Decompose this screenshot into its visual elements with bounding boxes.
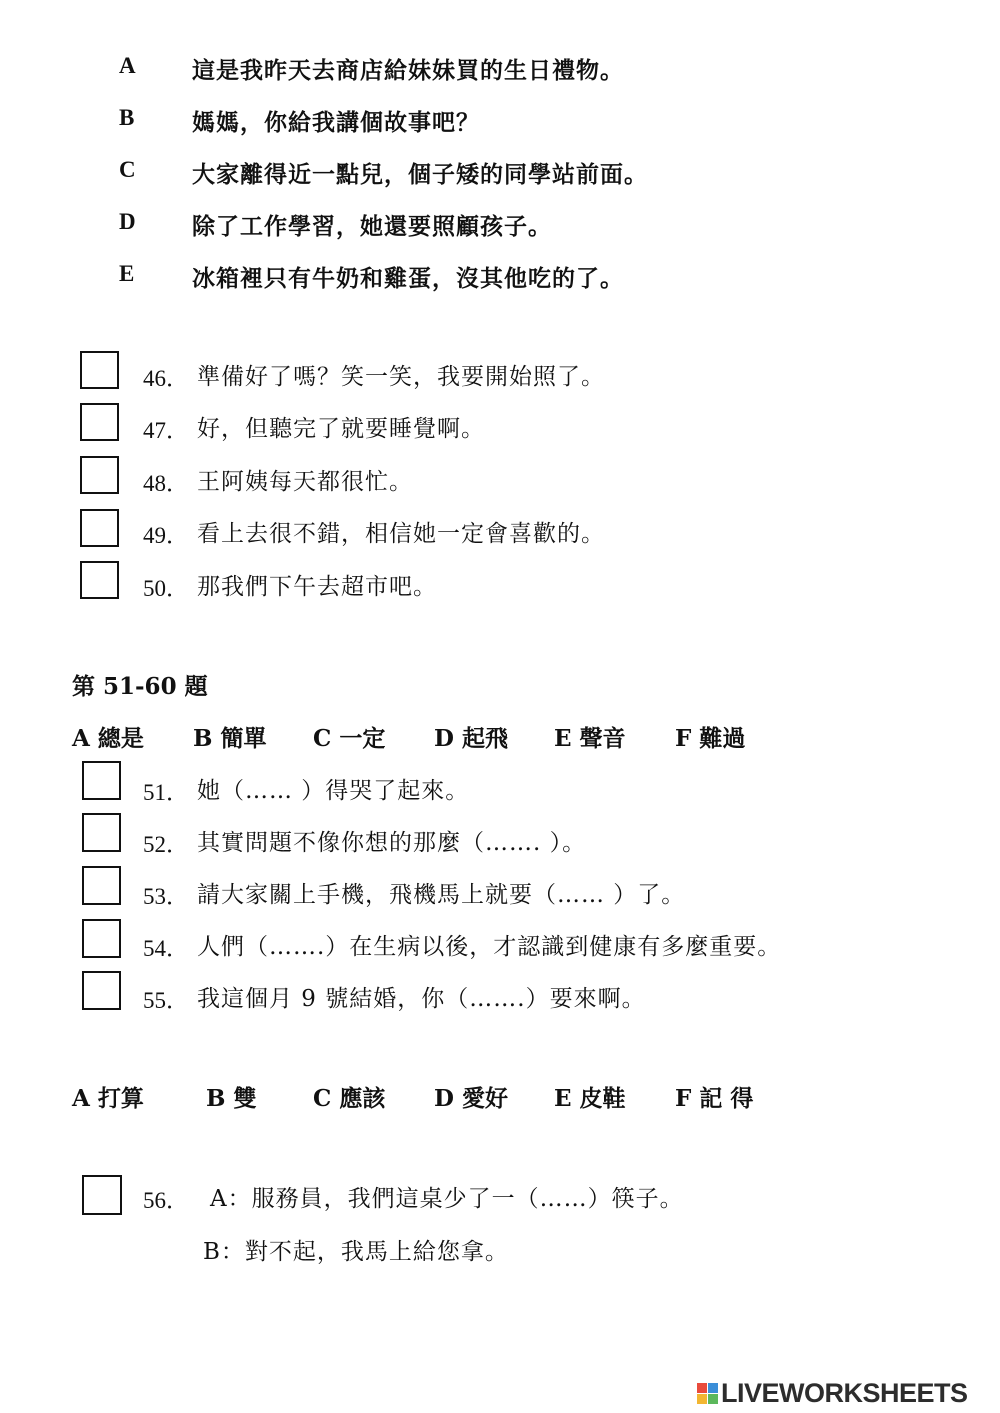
word-bank-item: F 記 得: [675, 1085, 754, 1112]
answer-box-55[interactable]: [82, 971, 121, 1010]
answer-box-50[interactable]: [80, 561, 119, 599]
question-number: 51．: [143, 780, 189, 805]
question-text: 王阿姨每天都很忙。: [197, 469, 413, 495]
question-text: 我這個月 9 號結婚，你（…….）要來啊。: [197, 986, 646, 1012]
option-letter: D: [119, 209, 136, 234]
option-text: 媽媽，你給我講個故事吧？: [192, 109, 480, 136]
word-bank-item: C 一定: [313, 725, 386, 752]
dialogue-line-a: A：服務員，我們這桌少了一（……）筷子。: [210, 1186, 684, 1212]
word-bank-item: B 簡單: [193, 725, 267, 752]
answer-box-49[interactable]: [80, 509, 119, 547]
option-letter: E: [119, 261, 135, 286]
answer-box-54[interactable]: [82, 919, 121, 958]
answer-box-47[interactable]: [80, 403, 119, 441]
word-bank-item: D 愛好: [434, 1085, 508, 1112]
question-text: 她（…… ）得哭了起來。: [197, 778, 470, 804]
question-text: 其實問題不像你想的那麼（……. ）。: [197, 830, 587, 856]
answer-box-51[interactable]: [82, 761, 121, 800]
answer-box-56[interactable]: [82, 1175, 122, 1215]
question-number: 46．: [143, 366, 189, 391]
question-text: 人們（…….）在生病以後，才認識到健康有多麼重要。: [197, 934, 782, 960]
dialogue-line-b: B：對不起，我馬上給您拿。: [203, 1239, 509, 1265]
option-text: 冰箱裡只有牛奶和雞蛋，沒其他吃的了。: [192, 265, 624, 292]
option-text: 這是我昨天去商店給妹妹買的生日禮物。: [192, 57, 624, 84]
question-number: 54．: [143, 936, 189, 961]
word-bank-item: C 應該: [313, 1085, 386, 1112]
option-letter: C: [119, 157, 136, 182]
question-text: 好，但聽完了就要睡覺啊。: [197, 416, 485, 442]
question-text: 看上去很不錯，相信她一定會喜歡的。: [197, 521, 605, 547]
section-heading: 第 51-60 題: [72, 673, 208, 700]
answer-box-48[interactable]: [80, 456, 119, 494]
option-letter: B: [119, 105, 135, 130]
question-number: 50．: [143, 576, 189, 601]
answer-box-46[interactable]: [80, 351, 119, 389]
word-bank-item: E 皮鞋: [554, 1085, 626, 1112]
answer-box-52[interactable]: [82, 813, 121, 852]
liveworksheets-logo-mark-icon: [697, 1383, 718, 1404]
question-text: 請大家關上手機，飛機馬上就要（…… ）了。: [197, 882, 686, 908]
question-number: 49．: [143, 523, 189, 548]
question-number: 53．: [143, 884, 189, 909]
word-bank-item: A 總是: [72, 725, 144, 752]
question-text: 準備好了嗎？笑一笑，我要開始照了。: [197, 364, 605, 390]
question-number: 52．: [143, 832, 189, 857]
word-bank-item: E 聲音: [554, 725, 626, 752]
option-letter: A: [119, 53, 136, 78]
answer-box-53[interactable]: [82, 866, 121, 905]
question-text: 那我們下午去超市吧。: [197, 574, 437, 600]
word-bank-item: D 起飛: [434, 725, 508, 752]
question-number: 56．: [143, 1188, 189, 1213]
word-bank-item: A 打算: [72, 1085, 144, 1112]
word-bank-item: F 難過: [675, 725, 746, 752]
liveworksheets-logo[interactable]: [697, 1378, 968, 1408]
logo-text: LIVEWORKSHEETS: [721, 1377, 968, 1408]
question-number: 55．: [143, 988, 189, 1013]
option-text: 大家離得近一點兒，個子矮的同學站前面。: [192, 161, 648, 188]
word-bank-item: B 雙: [206, 1085, 257, 1112]
option-text: 除了工作學習，她還要照顧孩子。: [192, 213, 552, 240]
question-number: 48．: [143, 471, 189, 496]
question-number: 47．: [143, 418, 189, 443]
